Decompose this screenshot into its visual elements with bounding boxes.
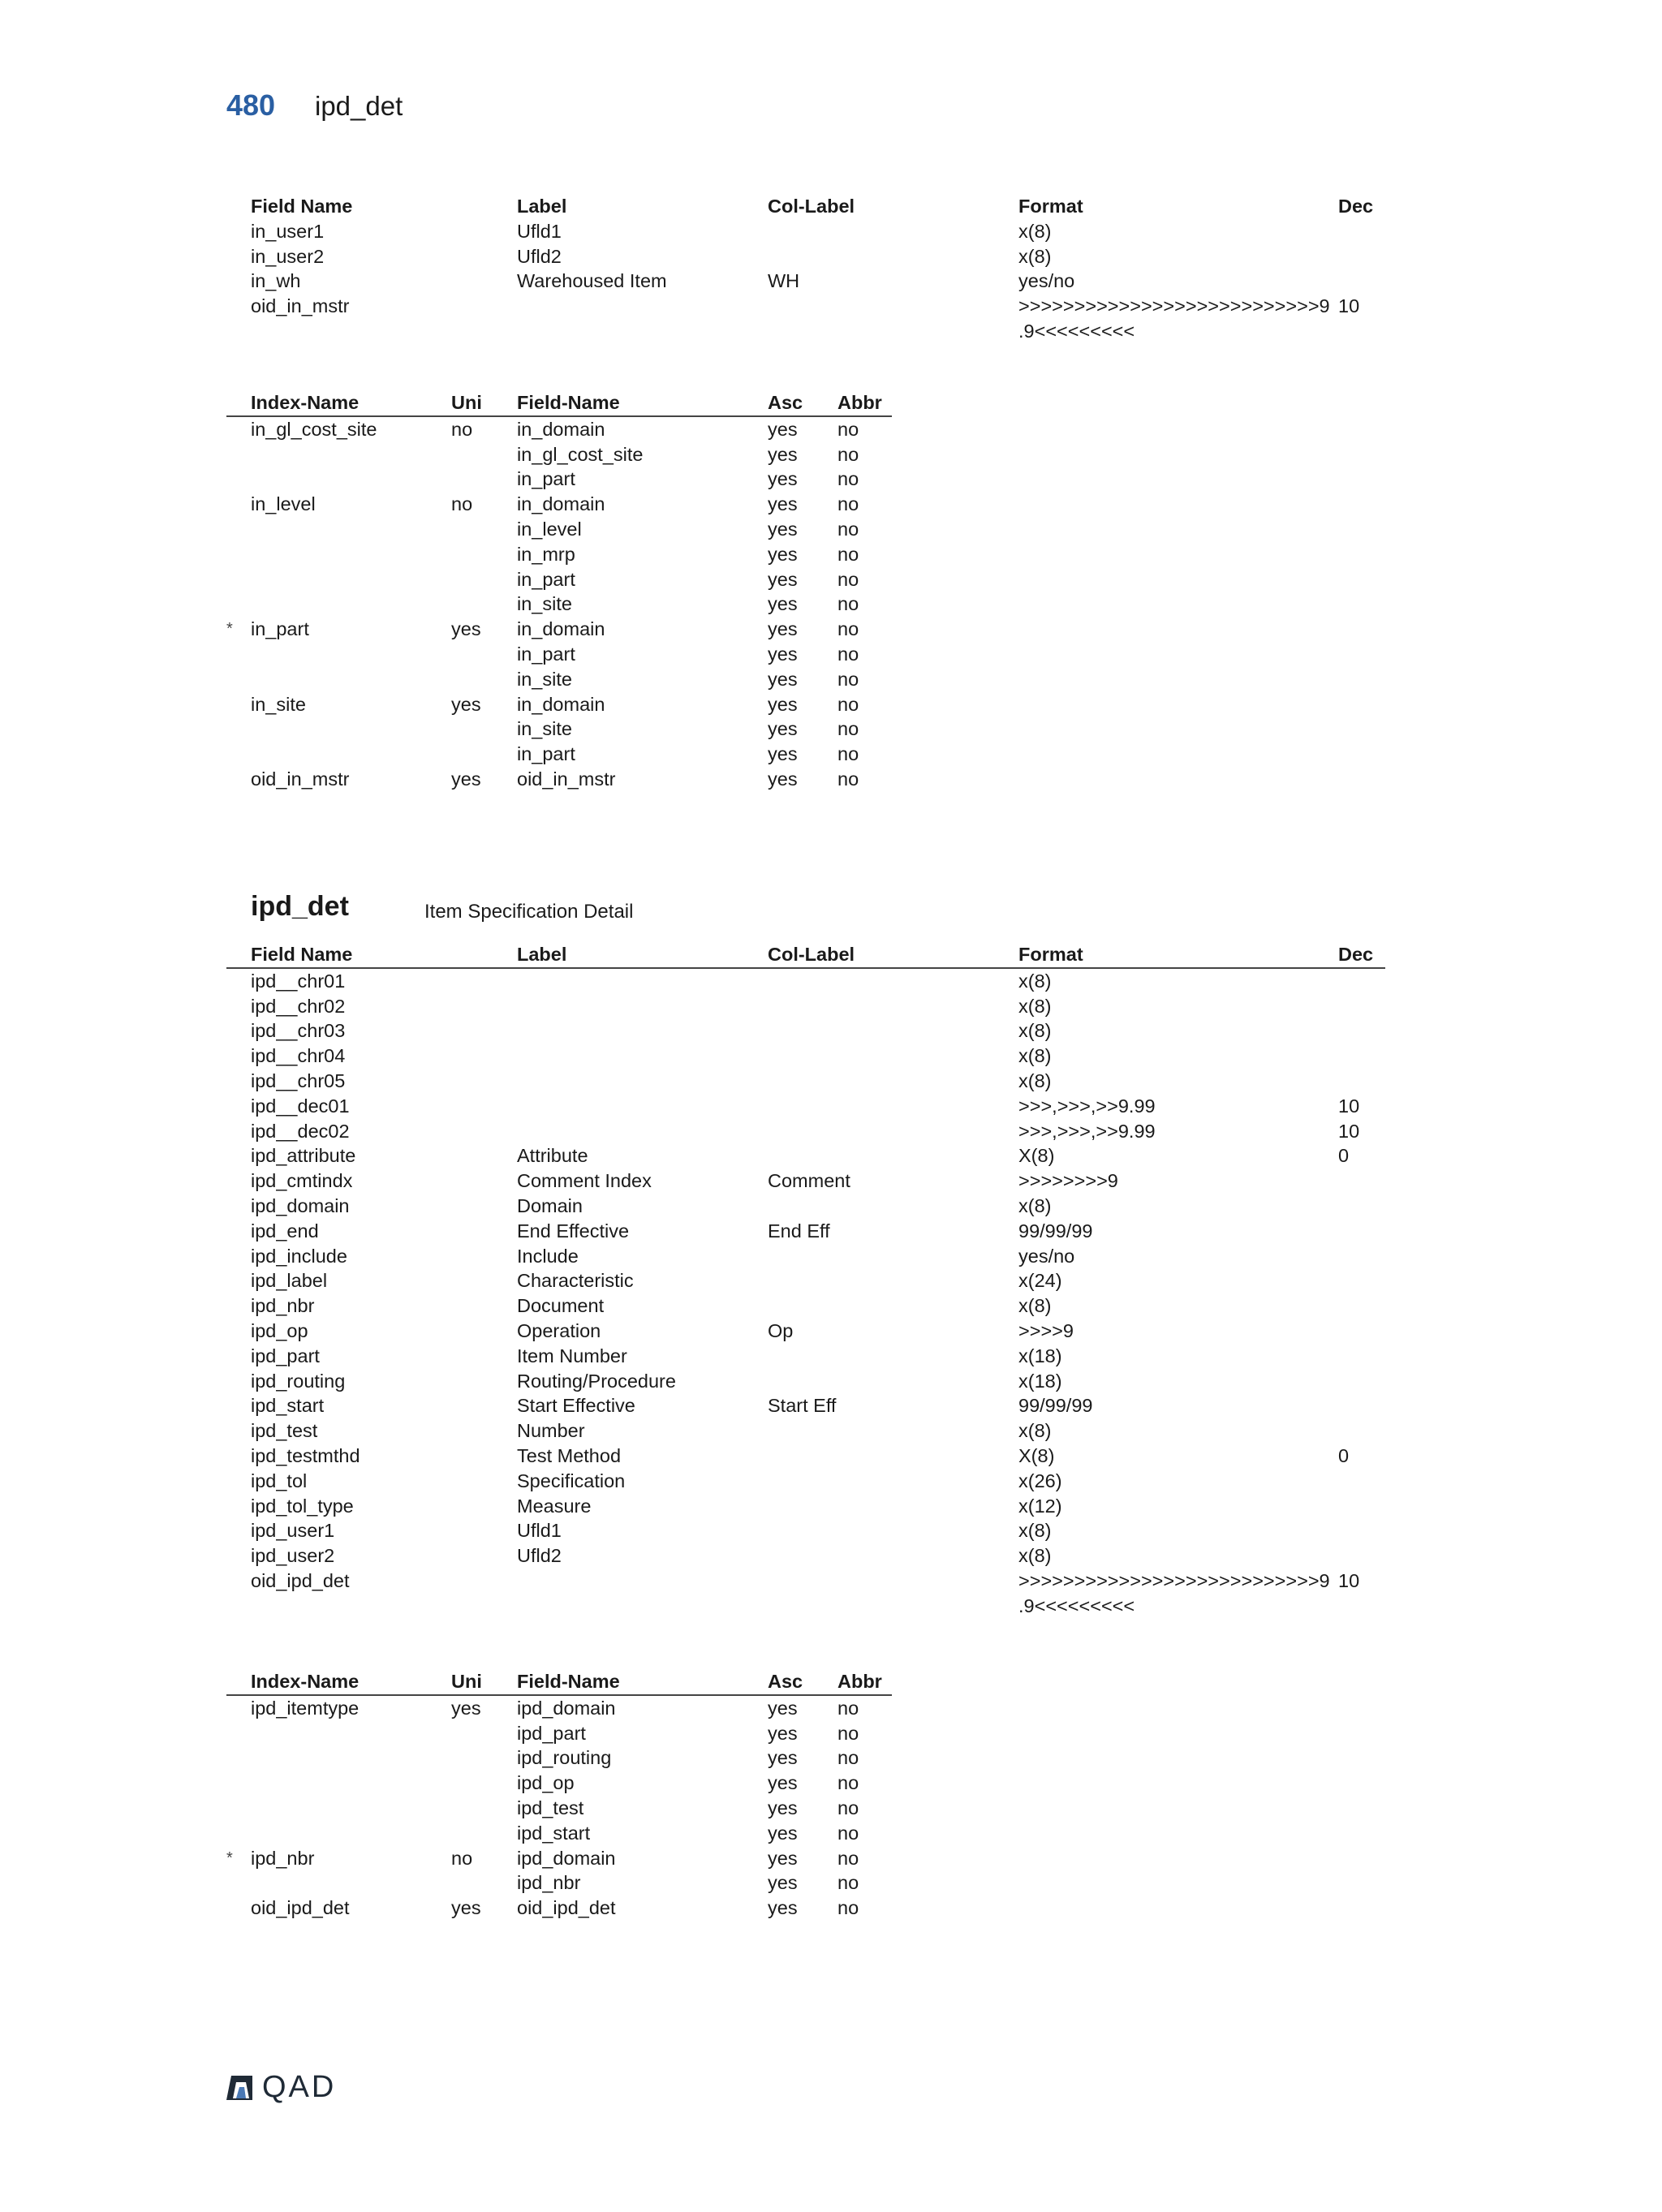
header-index-name: Index-Name (251, 392, 360, 413)
header-field-name: Field Name (251, 196, 353, 217)
field-format: .9<<<<<<<<< (1018, 1594, 1135, 1616)
index-name: in_part (251, 618, 309, 640)
header-abbr: Abbr (837, 1671, 882, 1692)
field-label: Domain (517, 1194, 583, 1216)
header-index-name: Index-Name (251, 1671, 360, 1692)
index-name: ipd_nbr (251, 1847, 315, 1869)
index-abbreviated: no (837, 468, 859, 490)
index-abbreviated: no (837, 693, 859, 715)
field-format: x(8) (1018, 1420, 1052, 1442)
index-field-name: in_site (517, 593, 572, 615)
field-row (226, 1094, 1385, 1119)
ipd-det-index-table (226, 1669, 892, 1921)
header-format: Format (1018, 196, 1083, 217)
index-row (226, 1821, 892, 1846)
field-name: ipd__dec02 (251, 1120, 350, 1142)
field-name: ipd_routing (251, 1370, 346, 1392)
field-dec: 10 (1338, 1095, 1360, 1117)
index-unique: yes (451, 768, 481, 790)
index-abbreviated: no (837, 768, 859, 790)
index-row (226, 1796, 892, 1821)
field-format: x(8) (1018, 995, 1052, 1017)
index-ascending: yes (768, 693, 798, 715)
field-label: Routing/Procedure (517, 1370, 676, 1392)
index-ascending: yes (768, 768, 798, 790)
index-row (226, 767, 892, 792)
field-format: x(8) (1018, 970, 1052, 992)
field-format: x(8) (1018, 1194, 1052, 1216)
header-label: Label (517, 944, 567, 965)
index-abbreviated: no (837, 418, 859, 440)
field-format: x(26) (1018, 1470, 1062, 1491)
index-field-name: ipd_test (517, 1797, 584, 1818)
field-format: 99/99/99 (1018, 1395, 1093, 1417)
field-name: ipd__chr01 (251, 970, 346, 992)
field-row (226, 1194, 1385, 1219)
field-name: ipd_tol_type (251, 1495, 354, 1517)
field-label: Number (517, 1420, 585, 1442)
index-abbreviated: no (837, 1897, 859, 1919)
field-label: Specification (517, 1470, 626, 1491)
index-ascending: yes (768, 468, 798, 490)
index-row (226, 742, 892, 767)
header-format: Format (1018, 944, 1083, 965)
field-col-label: WH (768, 270, 800, 292)
index-ascending: yes (768, 593, 798, 615)
index-field-name: ipd_op (517, 1772, 575, 1794)
index-row (226, 617, 892, 642)
field-row (226, 269, 1385, 294)
field-format: >>>,>>>,>>9.99 (1018, 1120, 1156, 1142)
field-format: X(8) (1018, 1145, 1055, 1167)
field-row (226, 1069, 1385, 1094)
page-number: 480 (226, 88, 276, 122)
field-label: Document (517, 1295, 605, 1317)
field-table-header (226, 942, 1385, 969)
field-name: in_user2 (251, 245, 325, 267)
index-unique: yes (451, 693, 481, 715)
index-abbreviated: no (837, 1747, 859, 1769)
index-row (226, 717, 892, 742)
index-abbreviated: no (837, 1772, 859, 1794)
index-row (226, 417, 892, 442)
index-abbreviated: no (837, 1797, 859, 1818)
field-format: >>>>>>>>>>>>>>>>>>>>>>>>>>>9 (1018, 295, 1330, 317)
index-field-name: in_domain (517, 618, 605, 640)
header-abbr: Abbr (837, 392, 882, 413)
logo-text: QAD (262, 2070, 337, 2104)
index-ascending: yes (768, 1897, 798, 1919)
index-field-name: in_level (517, 518, 582, 540)
field-name: ipd_domain (251, 1194, 350, 1216)
field-format: x(8) (1018, 1069, 1052, 1091)
index-row (226, 642, 892, 667)
field-format: x(8) (1018, 1545, 1052, 1567)
qad-logo (225, 2070, 336, 2105)
header-label: Label (517, 196, 567, 217)
index-name: oid_in_mstr (251, 768, 350, 790)
index-abbreviated: no (837, 618, 859, 640)
index-ascending: yes (768, 1697, 798, 1719)
field-dec: 0 (1338, 1444, 1350, 1466)
header-col-label: Col-Label (768, 944, 855, 965)
header-asc: Asc (768, 1671, 803, 1692)
field-name: ipd_user1 (251, 1520, 335, 1542)
index-field-name: in_site (517, 718, 572, 740)
field-format: >>>>>>>>9 (1018, 1170, 1118, 1192)
field-name: ipd__chr03 (251, 1020, 346, 1042)
header-uni: Uni (451, 1671, 482, 1692)
field-name: in_user1 (251, 220, 325, 242)
field-row (226, 1143, 1385, 1168)
index-ascending: yes (768, 668, 798, 690)
index-rows (226, 1696, 892, 1921)
index-row (226, 592, 892, 617)
field-dec: 0 (1338, 1145, 1350, 1167)
field-label: Ufld1 (517, 1520, 562, 1542)
field-row (226, 1044, 1385, 1069)
index-row (226, 692, 892, 717)
index-field-name: ipd_routing (517, 1747, 612, 1769)
index-table-header (226, 390, 892, 417)
index-field-name: in_mrp (517, 543, 575, 565)
index-abbreviated: no (837, 743, 859, 765)
index-ascending: yes (768, 418, 798, 440)
running-title: ipd_det (315, 91, 403, 121)
field-label: Warehoused Item (517, 270, 667, 292)
field-row (226, 1018, 1385, 1044)
field-dec: 10 (1338, 1120, 1360, 1142)
field-format: x(8) (1018, 1045, 1052, 1067)
field-col-label: End Eff (768, 1220, 830, 1242)
table-title: ipd_det (251, 891, 349, 922)
field-format: X(8) (1018, 1444, 1055, 1466)
index-abbreviated: no (837, 568, 859, 590)
index-name: in_site (251, 693, 306, 715)
field-row (226, 1418, 1385, 1444)
header-col-label: Col-Label (768, 196, 855, 217)
field-format: x(8) (1018, 245, 1052, 267)
field-format: >>>>9 (1018, 1319, 1074, 1341)
field-row (226, 1569, 1385, 1594)
index-row (226, 542, 892, 567)
field-name: ipd__chr04 (251, 1045, 346, 1067)
index-ascending: yes (768, 1872, 798, 1894)
index-row (226, 567, 892, 592)
index-name: in_level (251, 493, 316, 515)
field-row (226, 1344, 1385, 1369)
index-row (226, 1771, 892, 1796)
field-dec: 10 (1338, 1569, 1360, 1591)
index-field-name: in_part (517, 468, 575, 490)
index-abbreviated: no (837, 643, 859, 665)
index-ascending: yes (768, 1847, 798, 1869)
index-row (226, 1870, 892, 1896)
field-label: Ufld1 (517, 220, 562, 242)
index-row (226, 492, 892, 517)
field-row (226, 1543, 1385, 1569)
field-row (226, 1369, 1385, 1394)
index-name: in_gl_cost_site (251, 418, 377, 440)
field-row (226, 1244, 1385, 1269)
table-description: Item Specification Detail (424, 901, 634, 923)
index-ascending: yes (768, 493, 798, 515)
field-format: yes/no (1018, 270, 1075, 292)
field-label: Comment Index (517, 1170, 652, 1192)
index-field-name: in_domain (517, 418, 605, 440)
index-row (226, 442, 892, 467)
field-row (226, 1518, 1385, 1543)
index-row (226, 1896, 892, 1921)
field-col-label: Op (768, 1319, 794, 1341)
index-unique: no (451, 418, 473, 440)
field-row (226, 1469, 1385, 1494)
field-row (226, 1119, 1385, 1144)
index-abbreviated: no (837, 1847, 859, 1869)
field-row (226, 969, 1385, 994)
index-ascending: yes (768, 518, 798, 540)
field-format: x(18) (1018, 1345, 1062, 1366)
index-abbreviated: no (837, 518, 859, 540)
field-format: x(18) (1018, 1370, 1062, 1392)
index-unique: yes (451, 618, 481, 640)
field-name: ipd__chr02 (251, 995, 346, 1017)
index-field-name: in_part (517, 643, 575, 665)
field-label: Start Effective (517, 1395, 635, 1417)
field-row (226, 1168, 1385, 1194)
index-field-name: ipd_domain (517, 1847, 616, 1869)
index-field-name: in_gl_cost_site (517, 443, 644, 465)
index-field-name: ipd_part (517, 1722, 586, 1744)
field-rows (226, 219, 1385, 344)
field-name: ipd_cmtindx (251, 1170, 353, 1192)
field-name: oid_in_mstr (251, 295, 350, 317)
header-field-name: Field Name (251, 944, 353, 965)
qad-logo-icon (225, 2074, 254, 2102)
index-unique: yes (451, 1897, 481, 1919)
index-abbreviated: no (837, 543, 859, 565)
field-format: >>>,>>>,>>9.99 (1018, 1095, 1156, 1117)
field-name: in_wh (251, 270, 301, 292)
header-field-name: Field-Name (517, 1671, 620, 1692)
index-ascending: yes (768, 643, 798, 665)
index-abbreviated: no (837, 593, 859, 615)
field-format: x(8) (1018, 1020, 1052, 1042)
field-name: ipd__chr05 (251, 1069, 346, 1091)
field-row (226, 1494, 1385, 1519)
index-unique: no (451, 493, 473, 515)
index-abbreviated: no (837, 493, 859, 515)
field-row (226, 1594, 1385, 1619)
field-format: x(24) (1018, 1270, 1062, 1292)
field-dec: 10 (1338, 295, 1360, 317)
index-ascending: yes (768, 718, 798, 740)
field-label: Characteristic (517, 1270, 634, 1292)
index-abbreviated: no (837, 1722, 859, 1744)
index-ascending: yes (768, 1797, 798, 1818)
field-label: Test Method (517, 1444, 622, 1466)
field-name: ipd_start (251, 1395, 325, 1417)
index-ascending: yes (768, 1822, 798, 1844)
index-field-name: in_part (517, 568, 575, 590)
field-row (226, 294, 1385, 319)
field-name: ipd_nbr (251, 1295, 315, 1317)
field-name: oid_ipd_det (251, 1569, 350, 1591)
field-name: ipd_test (251, 1420, 318, 1442)
field-col-label: Start Eff (768, 1395, 837, 1417)
index-ascending: yes (768, 743, 798, 765)
field-name: ipd_tol (251, 1470, 308, 1491)
header-uni: Uni (451, 392, 482, 413)
field-row (226, 994, 1385, 1019)
field-format: x(8) (1018, 1520, 1052, 1542)
index-table-header (226, 1669, 892, 1696)
field-row (226, 1319, 1385, 1344)
field-row (226, 319, 1385, 344)
index-field-name: in_domain (517, 693, 605, 715)
index-row (226, 667, 892, 692)
index-unique: yes (451, 1697, 481, 1719)
header-dec: Dec (1338, 944, 1374, 965)
field-row (226, 219, 1385, 244)
field-label: Item Number (517, 1345, 627, 1366)
field-format: 99/99/99 (1018, 1220, 1093, 1242)
header-asc: Asc (768, 392, 803, 413)
index-abbreviated: no (837, 1822, 859, 1844)
in-mstr-index-table (226, 390, 892, 792)
index-ascending: yes (768, 568, 798, 590)
field-label: Include (517, 1245, 579, 1267)
field-name: ipd_label (251, 1270, 328, 1292)
ipd-det-field-table (226, 942, 1385, 1619)
index-field-name: ipd_nbr (517, 1872, 581, 1894)
in-mstr-field-table (226, 194, 1385, 344)
field-row (226, 1393, 1385, 1418)
field-row (226, 1268, 1385, 1293)
field-name: ipd_attribute (251, 1145, 356, 1167)
field-format: x(8) (1018, 220, 1052, 242)
index-abbreviated: no (837, 1697, 859, 1719)
index-row (226, 1745, 892, 1771)
field-row (226, 1444, 1385, 1469)
field-format: x(12) (1018, 1495, 1062, 1517)
index-row (226, 467, 892, 492)
index-field-name: ipd_start (517, 1822, 591, 1844)
primary-index-marker: * (226, 1848, 233, 1867)
index-row (226, 1696, 892, 1721)
index-row (226, 1846, 892, 1871)
field-format: yes/no (1018, 1245, 1075, 1267)
field-name: ipd_end (251, 1220, 319, 1242)
index-field-name: oid_ipd_det (517, 1897, 616, 1919)
index-ascending: yes (768, 543, 798, 565)
header-dec: Dec (1338, 196, 1374, 217)
field-name: ipd__dec01 (251, 1095, 350, 1117)
field-row (226, 1293, 1385, 1319)
index-ascending: yes (768, 1722, 798, 1744)
index-field-name: ipd_domain (517, 1697, 616, 1719)
field-row (226, 1219, 1385, 1244)
field-table-header (226, 194, 1385, 219)
index-abbreviated: no (837, 443, 859, 465)
index-field-name: in_part (517, 743, 575, 765)
field-rows (226, 969, 1385, 1619)
index-ascending: yes (768, 443, 798, 465)
index-rows (226, 417, 892, 792)
index-abbreviated: no (837, 718, 859, 740)
index-field-name: oid_in_mstr (517, 768, 616, 790)
field-row (226, 244, 1385, 269)
index-field-name: in_domain (517, 493, 605, 515)
field-label: Attribute (517, 1145, 588, 1167)
field-name: ipd_user2 (251, 1545, 335, 1567)
field-label: Ufld2 (517, 245, 562, 267)
index-abbreviated: no (837, 1872, 859, 1894)
index-field-name: in_site (517, 668, 572, 690)
index-row (226, 1721, 892, 1746)
index-name: ipd_itemtype (251, 1697, 360, 1719)
field-format: .9<<<<<<<<< (1018, 320, 1135, 342)
index-abbreviated: no (837, 668, 859, 690)
index-ascending: yes (768, 1772, 798, 1794)
header-field-name: Field-Name (517, 392, 620, 413)
field-format: x(8) (1018, 1295, 1052, 1317)
field-col-label: Comment (768, 1170, 850, 1192)
field-label: Operation (517, 1319, 601, 1341)
field-name: ipd_testmthd (251, 1444, 360, 1466)
field-name: ipd_include (251, 1245, 347, 1267)
field-label: End Effective (517, 1220, 630, 1242)
field-format: >>>>>>>>>>>>>>>>>>>>>>>>>>>9 (1018, 1569, 1330, 1591)
index-ascending: yes (768, 1747, 798, 1769)
primary-index-marker: * (226, 620, 233, 639)
index-ascending: yes (768, 618, 798, 640)
field-name: ipd_op (251, 1319, 308, 1341)
index-row (226, 517, 892, 542)
field-label: Measure (517, 1495, 592, 1517)
index-unique: no (451, 1847, 473, 1869)
field-label: Ufld2 (517, 1545, 562, 1567)
field-name: ipd_part (251, 1345, 320, 1366)
index-name: oid_ipd_det (251, 1897, 350, 1919)
